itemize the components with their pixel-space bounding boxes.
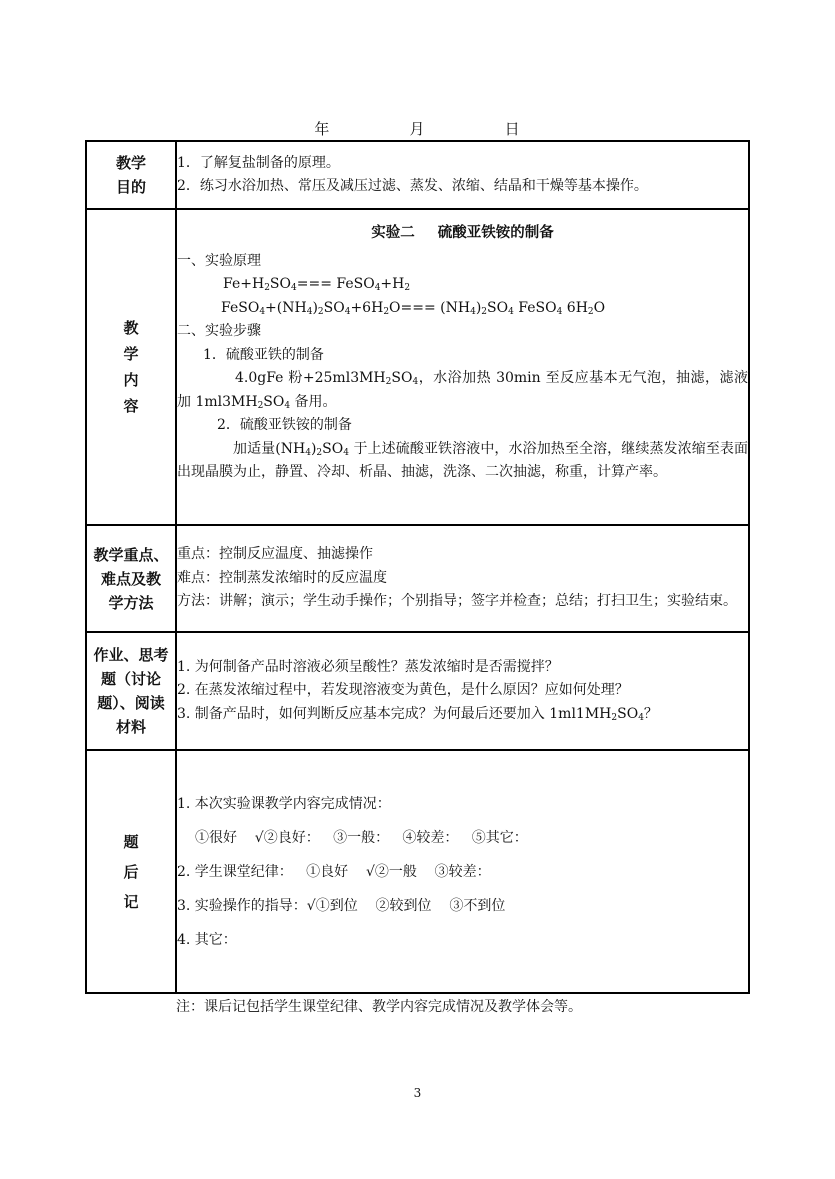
review-item-2: 2. 学生课堂纪律： ①良好 √②一般 ③较差：	[177, 863, 491, 880]
review-label-char-3: 记	[123, 892, 139, 911]
goals-label-line2: 目的	[115, 178, 146, 196]
homework-label-line4: 材料	[115, 718, 146, 736]
review-item-4: 4. 其它：	[177, 931, 237, 948]
goals-content	[176, 141, 749, 209]
homework-label-line3: 题）、阅读	[97, 694, 165, 712]
goal-item-1: 1．了解复盐制备的原理。	[177, 154, 340, 171]
page-number: 3	[413, 1086, 422, 1100]
lesson-plan-table	[85, 140, 750, 994]
goals-label	[86, 141, 176, 209]
content-row	[86, 209, 749, 525]
experiment-title: 实验二 硫酸亚铁铵的制备	[371, 225, 554, 241]
section-steps: 二、实验步骤	[177, 323, 261, 339]
homework-label-line1: 作业、思考	[93, 646, 169, 664]
step2-text: 加适量$(NH_4)_2SO_4$ 于上述硫酸亚铁溶液中，水浴加热至全溶，继续蒸发浓缩至表面出现晶膜为止，静置、冷却、析晶、抽滤，洗涤、二次抽滤，称重，计算产率。	[177, 440, 748, 480]
key-points-label-line2: 难点及教	[100, 569, 161, 588]
goals-row	[86, 141, 749, 209]
step1-text: 4.0gFe 粉$+25ml3MH_2SO_4$，水浴加热 30min 至反应基本无气泡，抽滤，滤液加 $1ml3MH_2SO_4$ 备用。	[177, 370, 749, 411]
date-line: 年 月 日	[314, 120, 521, 138]
content-label-char-2: 学	[123, 345, 139, 363]
difficulty-text: 难点：控制蒸发浓缩时的反应温度	[177, 569, 387, 586]
homework-label-line2: 题（讨论	[100, 670, 161, 688]
goals-label-line1: 教学	[115, 154, 146, 172]
review-row	[86, 750, 749, 993]
key-points-content	[176, 525, 749, 632]
key-points-label-line3: 学方法	[108, 593, 154, 612]
homework-content	[176, 632, 749, 750]
content-label-char-4: 容	[123, 397, 139, 415]
review-content	[176, 750, 749, 993]
content-label	[86, 209, 176, 525]
step2-title: 2．硫酸亚铁铵的制备	[217, 417, 352, 433]
goal-item-2: 2．练习水浴加热、常压及减压过滤、蒸发、浓缩、结晶和干燥等基本操作。	[177, 178, 648, 194]
homework-label	[86, 632, 176, 750]
review-item-3: 3. 实验操作的指导：√①到位 ②较到位 ③不到位	[177, 897, 506, 914]
step1-title: 1．硫酸亚铁的制备	[203, 346, 324, 363]
content-label-char-1: 教	[123, 319, 139, 337]
key-points-label-line1: 教学重点、	[93, 545, 169, 564]
key-points-row	[86, 525, 749, 632]
question-1: 1. 为何制备产品时溶液必须呈酸性？蒸发浓缩时是否需搅拌？	[177, 658, 559, 675]
question-2: 2. 在蒸发浓缩过程中，若发现溶液变为黄色，是什么原因？应如何处理？	[177, 682, 629, 699]
review-label-char-1: 题	[123, 832, 139, 851]
review-item-1-options: ①很好 √②良好： ③一般： ④较差： ⑤其它：	[195, 829, 528, 846]
focus-text: 重点：控制反应温度、抽滤操作	[177, 546, 373, 563]
review-label	[86, 750, 176, 993]
footer-note: 注：课后记包括学生课堂纪律、教学内容完成情况及教学体会等。	[176, 999, 582, 1015]
content-body	[176, 209, 749, 525]
question-3: 3. 制备产品时，如何判断反应基本完成？为何最后还要加入 $1ml1MH_2SO_4$？	[177, 705, 658, 723]
review-label-char-2: 后	[123, 862, 139, 881]
content-label-char-3: 内	[123, 371, 139, 389]
review-item-1: 1. 本次实验课教学内容完成情况：	[177, 795, 391, 812]
key-points-label	[86, 525, 176, 632]
section-principle: 一、实验原理	[177, 252, 261, 269]
homework-row	[86, 632, 749, 750]
equation-2: $FeSO_4+(NH_4)_2SO_4+6H_2O=== (NH_4)_2SO_4$ FeSO$_4$ $6H_2O$	[221, 299, 606, 317]
equation-1: $Fe+H_2SO_4===$ $FeSO_4+H_2$	[223, 276, 411, 293]
method-text: 方法：讲解；演示；学生动手操作；个别指导；签字并检查；总结；打扫卫生；实验结束。	[177, 593, 737, 610]
